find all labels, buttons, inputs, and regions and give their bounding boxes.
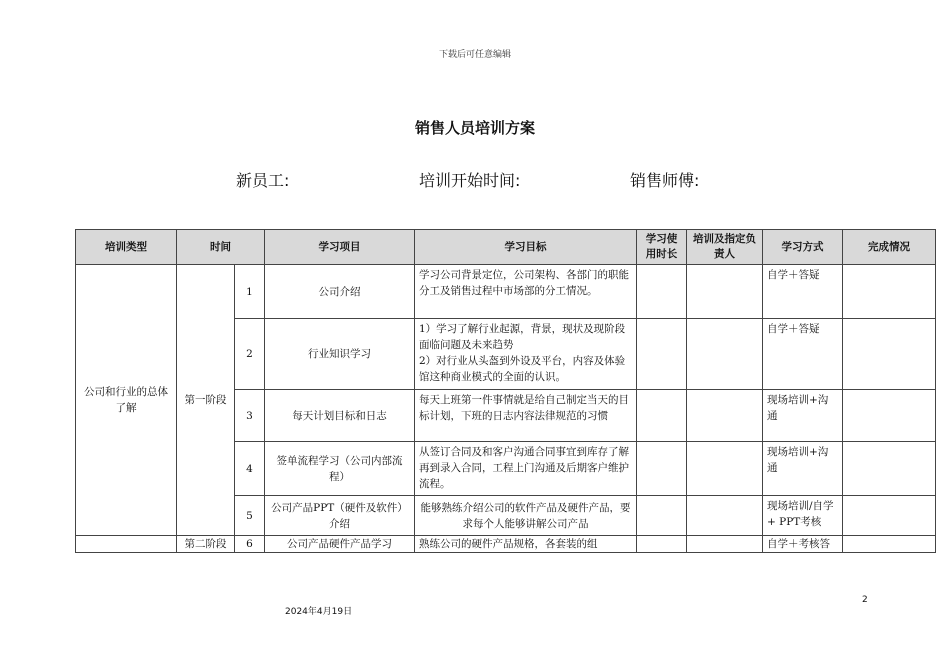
row-method: 现场培训+沟通 [763,442,843,496]
page-title: 销售人员培训方案 [414,119,535,137]
col-header-status: 完成情况 [843,230,936,265]
row-method: 自学＋答疑 [763,319,843,390]
row-owner [687,496,763,536]
field-new-employee: 新员工: [236,171,290,190]
table-row [76,536,936,553]
row-duration [637,442,687,496]
row-method: 现场培训+沟通 [763,390,843,442]
row-item: 签单流程学习（公司内部流程） [265,442,415,496]
row-goal: 1）学习了解行业起源，背景，现状及现阶段面临问题及未来趋势 2）对行业从头盔到外设及平台，内容及体验馆这种商业模式的全面的认识。 [415,319,637,390]
row-goal: 从签订合同及和客户沟通合同事宜到库存了解再到录入合同，工程上门沟通及后期客户维护流程。 [415,442,637,496]
row-duration [637,265,687,319]
col-header-item: 学习项目 [265,230,415,265]
col-header-goal: 学习目标 [415,230,637,265]
row-owner [687,265,763,319]
row-status [843,390,936,442]
row-item: 行业知识学习 [265,319,415,390]
field-start-time: 培训开始时间: [419,171,521,190]
row-number: 4 [235,442,265,496]
row-owner [687,319,763,390]
row-duration [637,390,687,442]
page-number: 2 [862,595,868,605]
footer-date: 2024年4月19日 [285,607,353,617]
training-table [75,229,936,553]
row-status [843,496,936,536]
row-number: 2 [235,319,265,390]
stage-cell: 第二阶段 [177,536,235,553]
row-number: 1 [235,265,265,319]
category-cell: 公司和行业的总体了解 [76,265,177,536]
row-status [843,442,936,496]
row-status [843,319,936,390]
field-mentor: 销售师傅: [630,171,700,190]
row-item: 公司产品硬件产品学习 [265,536,415,553]
row-item: 公司产品PPT（硬件及软件）介绍 [265,496,415,536]
row-number: 3 [235,390,265,442]
row-number: 5 [235,496,265,536]
row-item: 公司介绍 [265,265,415,319]
table-header-row [76,230,936,265]
row-status [843,265,936,319]
row-method: 自学＋答疑 [763,265,843,319]
row-goal: 熟练公司的硬件产品规格，各套装的组 [415,536,637,553]
row-goal: 学习公司背景定位，公司架构、各部门的职能分工及销售过程中市场部的分工情况。 [415,265,637,319]
header-note: 下载后可任意编辑 [438,50,511,60]
row-method: 自学＋考核答 [763,536,843,553]
col-header-method: 学习方式 [763,230,843,265]
col-header-time: 时间 [177,230,265,265]
row-goal: 能够熟练介绍公司的软件产品及硬件产品，要求每个人能够讲解公司产品 [415,496,637,536]
col-header-type: 培训类型 [76,230,177,265]
row-owner [687,390,763,442]
row-duration [637,496,687,536]
row-duration [637,319,687,390]
stage-cell: 第一阶段 [177,265,235,536]
col-header-owner: 培训及指定负责人 [687,230,763,265]
row-item: 每天计划目标和日志 [265,390,415,442]
row-number: 6 [235,536,265,553]
row-status [843,536,936,553]
row-goal: 每天上班第一件事情就是给自己制定当天的目标计划，下班的日志内容法律规范的习惯 [415,390,637,442]
row-owner [687,442,763,496]
form-fields [0,168,950,192]
row-duration [637,536,687,553]
row-owner [687,536,763,553]
category-cell-empty [76,536,177,553]
row-method: 现场培训/自学+ PPT考核 [763,496,843,536]
col-header-duration: 学习使用时长 [637,230,687,265]
table-row [76,265,936,319]
